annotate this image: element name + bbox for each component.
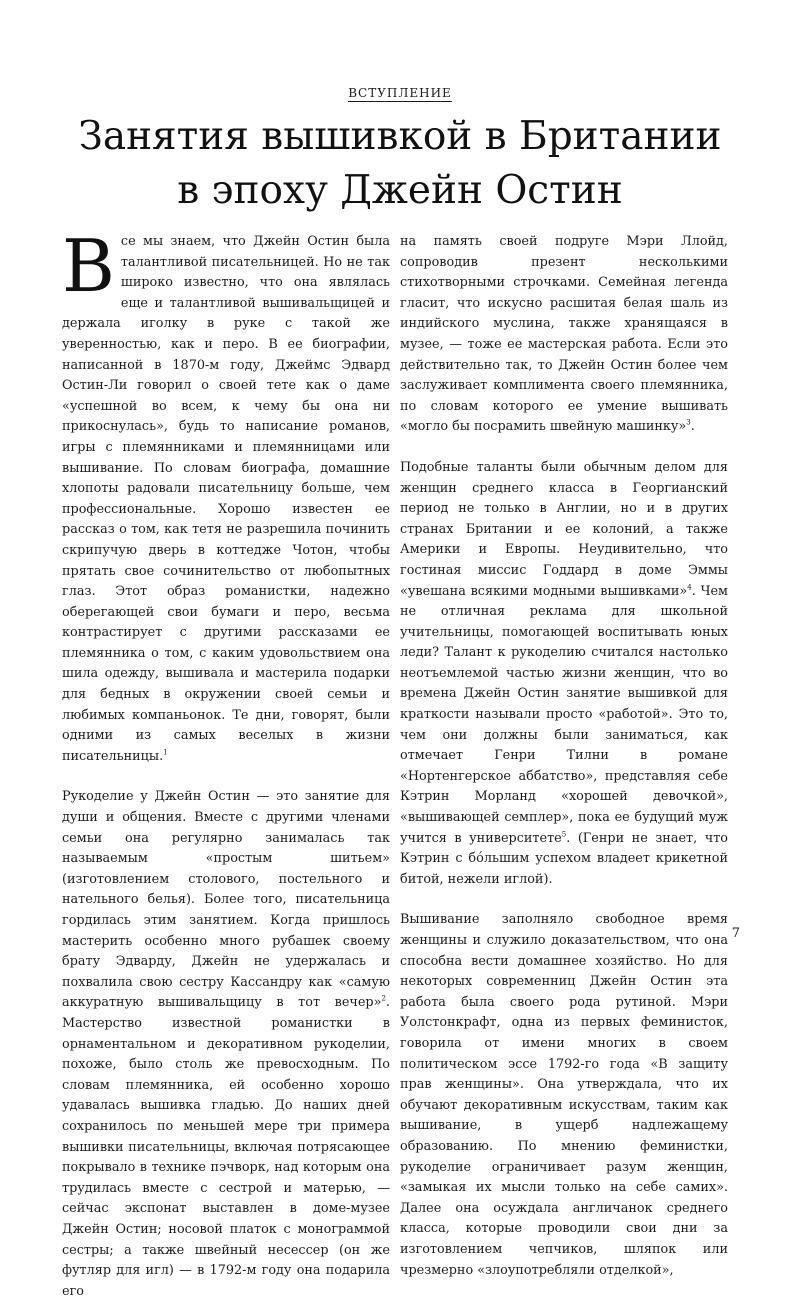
drop-cap: В xyxy=(62,224,115,308)
paragraph-intro xyxy=(62,224,390,767)
paragraph-needlework xyxy=(62,787,390,1302)
section-label xyxy=(0,86,800,100)
footnote-ref-1: 1 xyxy=(163,748,168,757)
title-line-1: Занятия вышивкой в Британии xyxy=(78,114,722,159)
title-line-2: в эпоху Джейн Остин xyxy=(177,168,623,213)
paragraph-talents-text-a: Подобные таланты были обычным делом для женщин среднего класса в Георгианский период не только в Англии, но и в других странах Британии и ее колоний, а также Америки и Европы. Неудивительно, что гостиная миссис Годдард в доме Эммы «увешана всякими модными вышивками» xyxy=(400,459,728,599)
paragraph-intro-text: се мы знаем, что Джейн Остин была талантливой писательницей. Но не так широко известно, что она являлась еще и талантливой вышивальщицей и держала иголку в руке с такой же уверенностью, как и перо. В ее биографии, написанной в 1870-м году, Джеймс Эдвард Остин-Ли говорил о своей тете как о даме «успешной во всем, к чему бы она ни прикоснулась», будь то написание романов, игры с племянниками и племянницами или вышивание. По словам биографа, домашние хлопоты радовали писательницу больше, чем профессиональные. Хорошо известен ее рассказ о том, как тетя не разрешила починить скрипучую дверь в коттедже Чотон, чтобы прятать свое сочинительство от любопытных глаз. Этот образ романистки, надежно оберегающей свои бумаги и перо, весьма контрастирует с другими рассказами ее племянника о том, с каким удовольствием она шила одежду, вышивала и мастерила подарки для бедных в окружении своей семьи и любимых компаньонок. Те дни, говорят, были одними из самых веселых в жизни писательницы. xyxy=(62,234,390,764)
page-title xyxy=(40,110,760,218)
footnote-ref-4: 4 xyxy=(687,583,692,592)
paragraph-gift-text-b: . xyxy=(690,419,695,435)
footnote-ref-3: 3 xyxy=(686,419,691,428)
left-column xyxy=(62,224,390,1302)
paragraph-needlework-text-b: . Мастерство известной романистки в орнаментальном и декоративном рукоделии, похоже, было столь же превосходным. По словам племянника, ей особенно хорошо удавалась вышивка гладью. До наших дней сохранилось по меньшей мере три примера вышивки писательницы, включая потрясающее покрывало в технике пэчворк, над которым она трудилась вместе с сестрой и матерью, — сейчас экспонат выставлен в доме-музее Джейн Остин; носовой платок с монограммой сестры; а также швейный несессер (он же футляр для игл) — в 1792-м году она подарила его xyxy=(62,995,390,1299)
paragraph-wollstonecraft: Вышивание заполняло свободное время женщины и служило доказательством, что она способна вести домашнее хозяйство. Но для некоторых современниц Джейн Остин эта работа была своего рода рутиной. Мэри Уолстонкрафт, одна из первых феминисток, говорила от имени многих в своем политическом эссе 1792-го года «В защиту прав женщины». Она утверждала, что их обучают декоративным искусствам, таким как вышивание, в ущерб надлежащему образованию. По мнению феминистки, рукоделие ограничивает разум женщин, «замыкая их мысли только на себе самих». Далее она осуждала англичанок среднего класса, которые проводили свои дни за изготовлением чепчиков, шляпок или чрезмерно «злоупотребляли отделкой», xyxy=(400,912,728,1278)
footnote-ref-2: 2 xyxy=(381,995,386,1004)
footnote-ref-5: 5 xyxy=(561,830,567,839)
paragraph-talents-text-b: . Чем не отличная реклама для школьной учительницы, помогающей воспитывать юных леди? Талант к рукоделию считался настолько неотъемлемой частью жизни женщин, что во времена Джейн Остин занятие вышивкой для краткости называли просто «работой». Это то, чем они должны были заниматься, как отмечает Генри Тилни в романе «Нортенгерское аббатство», представляя себе Кэтрин Морланд «хорошей девочкой», «вышивающей семплер», пока ее будущий муж учится в университете xyxy=(400,583,728,846)
paragraph-talents-text-c: . (Генри не знает, что Кэтрин с бóльшим успехом владеет крикетной битой, нежели иглой). xyxy=(400,830,728,887)
paragraph-gift-text-a: на память своей подруге Мэри Ллойд, сопроводив презент несколькими стихотворными строчками. Семейная легенда гласит, что искусно расшитая белая шаль из индийского муслина, также хранящаяся в музее, — тоже ее мастерская работа. Если это действительно так, то Джейн Остин более чем заслуживает комплимента своего племянника, по словам которого ее умение вышивать «могло бы посрамить швейную машинку» xyxy=(400,234,728,435)
paragraph-talents xyxy=(400,458,728,890)
right-column xyxy=(400,232,728,1281)
paragraph-needlework-text-a: Рукоделие у Джейн Остин — это занятие для души и общения. Вместе с другими членами семьи она регулярно занималась так называемым «простым шитьем» (изготовлением столового, постельного и нательного белья). Более того, писательница гордилась этим занятием. Когда пришлось мастерить особенно много рубашек своему брату Эдварду, Джейн не удержалась и похвалила свою сестру Кассандру как «самую аккуратную вышивальщицу в тот вечер» xyxy=(62,789,390,1011)
section-label-text: ВСТУПЛЕНИЕ xyxy=(348,86,452,100)
page-number: 7 xyxy=(731,926,740,941)
paragraph-gift xyxy=(400,232,728,438)
